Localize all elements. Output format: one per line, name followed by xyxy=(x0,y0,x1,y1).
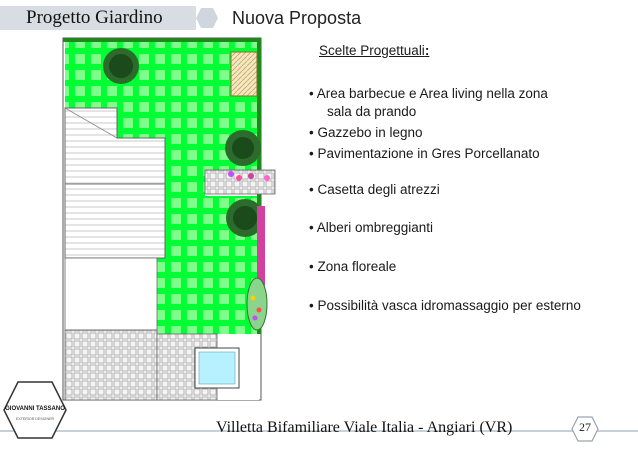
page-title: Progetto Giardino xyxy=(26,7,163,28)
garden-plan-drawing xyxy=(57,36,277,401)
svg-text:EXTERIOR DESIGNER: EXTERIOR DESIGNER xyxy=(15,417,55,421)
title-hexagon-icon xyxy=(196,8,218,28)
choice-item: • Casetta degli atrezzi xyxy=(309,182,440,197)
page-subtitle: Nuova Proposta xyxy=(232,8,362,28)
choices-heading-text: Scelte Progettuali xyxy=(319,43,425,58)
choice-item: • Area barbecue e Area living nella zona xyxy=(309,86,548,101)
choice-item: • Gazzebo in legno xyxy=(309,125,423,140)
choices-heading-colon: : xyxy=(424,43,430,58)
page-number: 27 xyxy=(579,420,591,434)
choice-item: • Zona floreale xyxy=(309,259,397,274)
choices-heading xyxy=(319,43,429,58)
footer-caption: Villetta Bifamiliare Viale Italia - Angiari (VR) xyxy=(216,419,513,436)
choice-item: • Alberi ombreggianti xyxy=(309,220,434,235)
designer-logo xyxy=(2,380,68,440)
svg-text:GIOVANNI TASSANO: GIOVANNI TASSANO xyxy=(5,406,65,412)
choice-item: sala da prando xyxy=(327,104,417,119)
choice-item: • Possibilità vasca idromassaggio per esterno xyxy=(309,298,581,313)
choice-item: • Pavimentazione in Gres Porcellanato xyxy=(309,146,540,161)
